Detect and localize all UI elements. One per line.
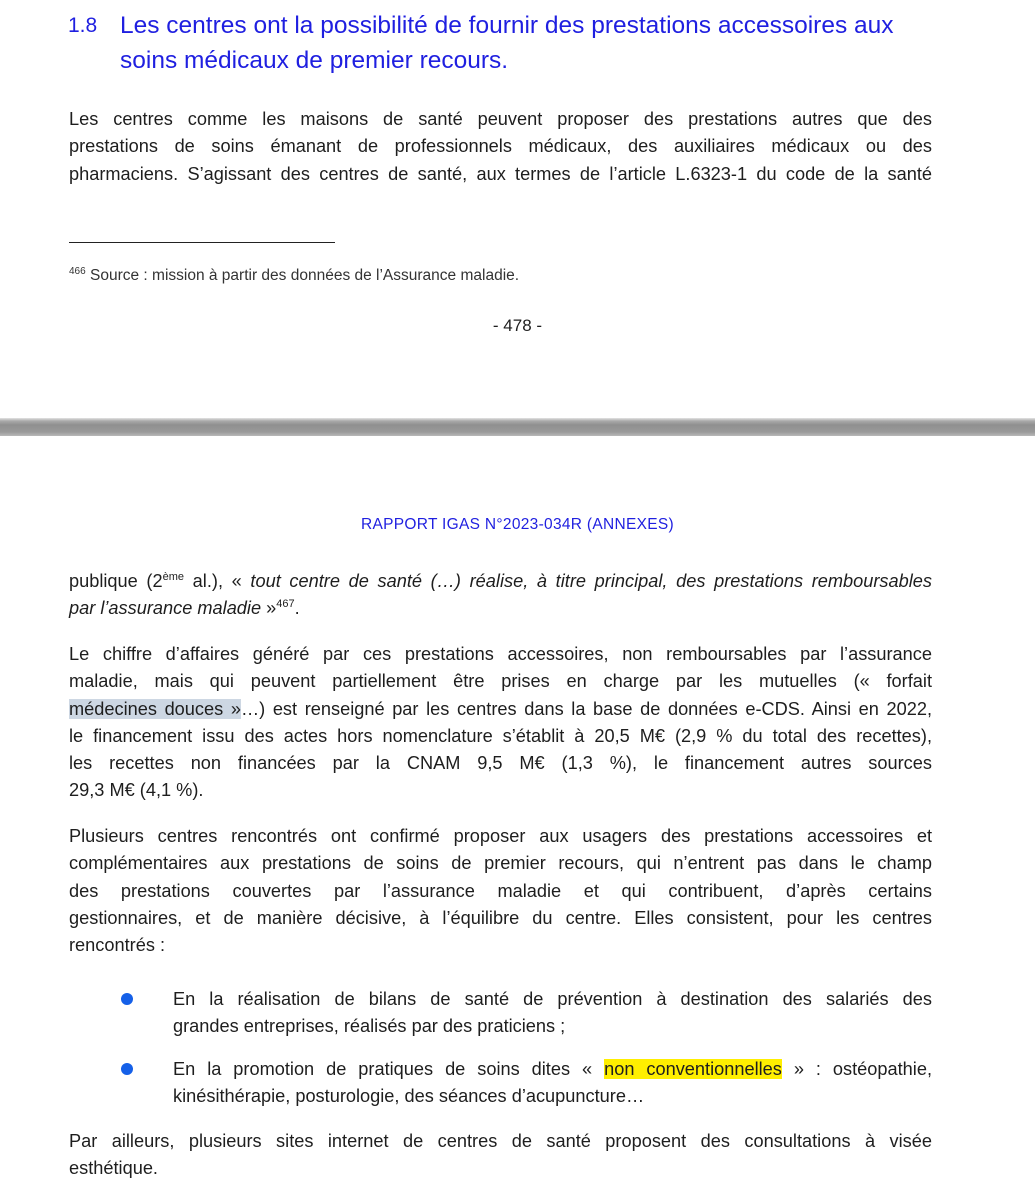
paragraph-line: pharmaciens. S’agissant des centres de santé, aux termes de l’article L.6323-1 du code de la santé [69,163,932,184]
superscript: ème [162,571,185,583]
paragraph-line: des prestations couvertes par l’assurance maladie et qui contribuent, d’après certains [69,880,932,901]
highlighted-text[interactable]: non conventionnelles [604,1059,782,1079]
footnote-reference[interactable]: 467 [276,598,295,611]
text-run: En la promotion de pratiques de soins dites « [173,1059,605,1079]
footnote-466 [69,267,519,285]
bullet-item-bilans [173,986,932,1041]
paragraph-line: esthétique. [69,1158,158,1179]
paragraph-line: prestations de soins émanant de professionnels médicaux, des auxiliaires médicaux ou des [69,136,932,157]
revenue-paragraph [69,641,932,805]
paragraph-line: Plusieurs centres rencontrés ont confirmé proposer aux usagers des prestations accessoires et [69,826,932,846]
page-479 [0,436,1035,1200]
quote-paragraph [69,568,932,623]
footnote-number: 466 [69,266,86,277]
paragraph-line: Par ailleurs, plusieurs sites internet de centres de santé proposent des consultations à visée [69,1131,932,1151]
text-run: . [294,598,300,619]
bullet-line [173,1056,932,1083]
paragraph-line: le financement issu des actes hors nomenclature s’établit à 20,5 M€ (2,9 % du total des recettes), [69,725,932,746]
page-number: - 478 - [492,316,543,335]
closing-paragraph [69,1128,932,1183]
footnote-text: Source : mission à partir des données de l’Assurance maladie. [90,267,520,284]
section-heading [68,8,948,78]
italic-quote: tout centre de santé (…) réalise, à titre principal, des prestations remboursables [250,571,932,591]
page-separator [0,418,1035,436]
paragraph-line [69,568,932,595]
paragraph-line: les recettes non financées par la CNAM 9,5 M€ (1,3 %), le financement autres sources [69,753,932,774]
paragraph-line: rencontrés : [69,935,166,956]
bullet-dot [121,993,133,1005]
bullet-dot [121,1063,133,1075]
paragraph-line: Le chiffre d’affaires généré par ces prestations accessoires, non remboursables par l’assurance [69,644,932,664]
footnote-divider [69,242,335,243]
text-run: » [261,598,277,619]
bullet-line: En la réalisation de bilans de santé de prévention à destination des salariés des [173,989,932,1009]
paragraph-line: gestionnaires, et de manière décisive, à l’équilibre du centre. Elles consistent, pour les centres [69,907,932,928]
section-number: 1.8 [68,14,98,37]
running-header: RAPPORT IGAS N°2023-034R (ANNEXES) [360,516,675,533]
paragraph-line: complémentaires aux prestations de soins de premier recours, qui n’entrent pas dans le champ [69,853,932,874]
text-run: publique (2 [69,571,163,591]
bullet-line: grandes entreprises, réalisés par des praticiens ; [173,1016,566,1037]
italic-quote: par l’assurance maladie [69,598,262,619]
text-run: al.), « [184,571,251,591]
selected-text[interactable]: médecines douces » [69,698,241,719]
text-run: » : ostéopathie, [781,1059,933,1079]
paragraph-line: maladie, mais qui peuvent partiellement être prises en charge par les mutuelles (« forfait [69,671,932,692]
intro-paragraph [69,106,932,188]
paragraph-line: Les centres comme les maisons de santé peuvent proposer des prestations autres que des [69,109,932,129]
bullet-item-soins [173,1056,932,1111]
paragraph-line [69,696,932,723]
text-run: …) est renseigné par les centres dans la base de données e-CDS. Ainsi en 2022, [240,698,932,719]
bullet-line: kinésithérapie, posturologie, des séances d’acupuncture… [173,1086,645,1107]
section-title-line-2: soins médicaux de premier recours. [120,47,509,74]
paragraph-line [69,595,932,622]
centres-paragraph [69,823,932,959]
page-478 [0,0,1035,418]
section-title-line-1: Les centres ont la possibilité de fournir des prestations accessoires aux [120,12,894,39]
paragraph-line: 29,3 M€ (4,1 %). [69,780,204,801]
